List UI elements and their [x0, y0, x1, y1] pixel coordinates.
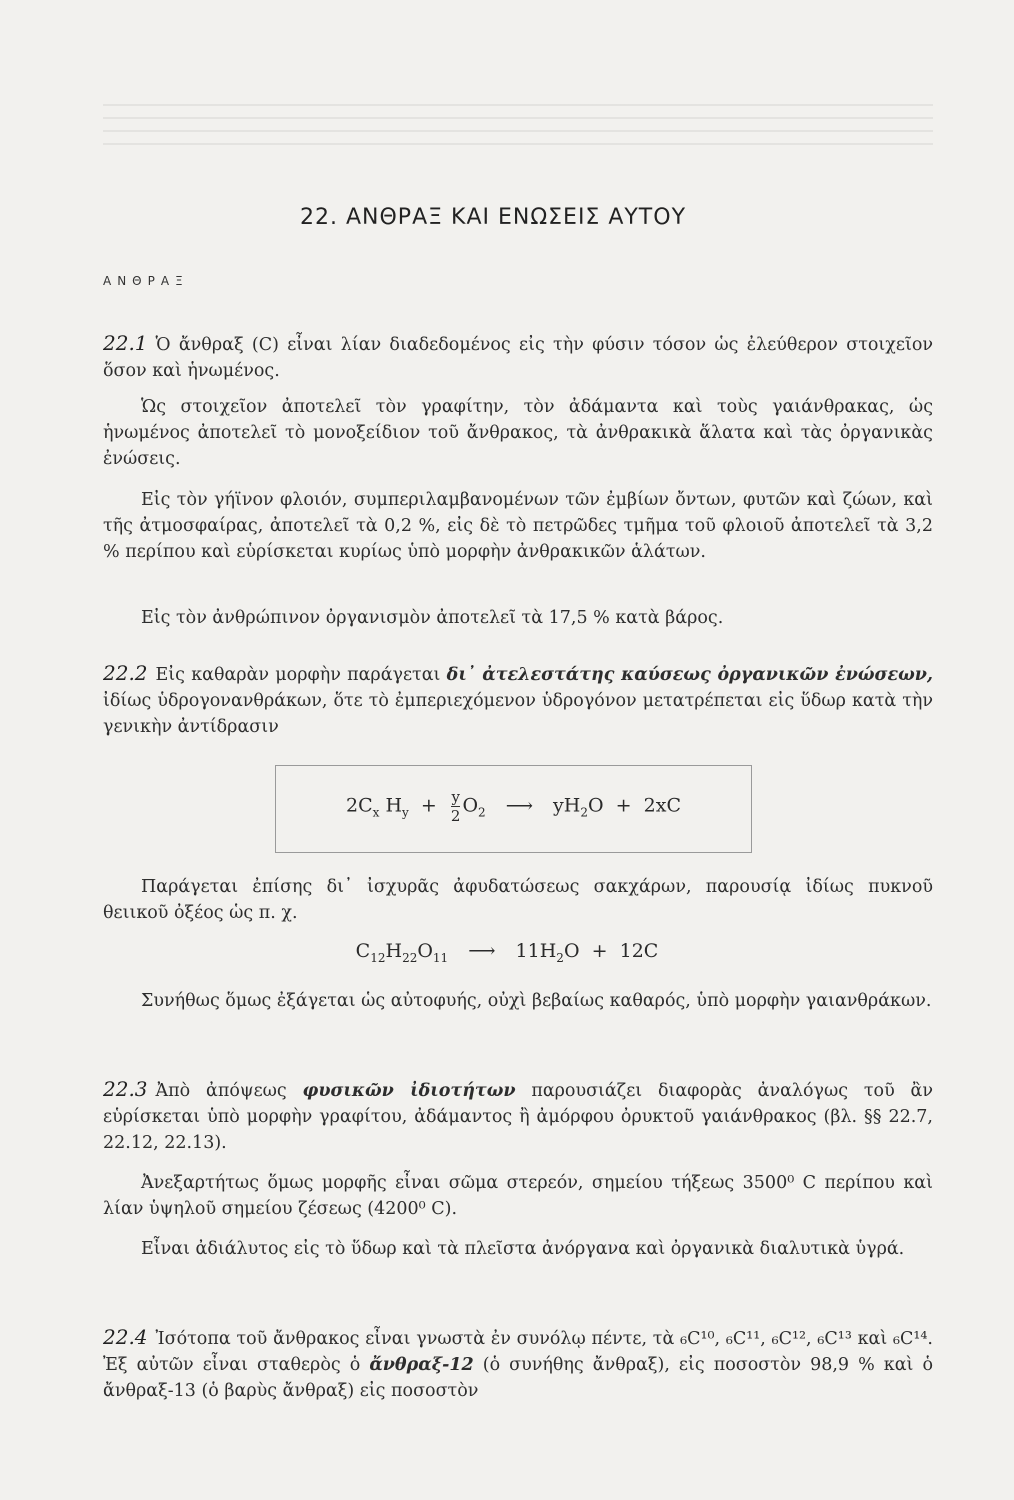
paragraph: Συνήθως ὅμως ἐξάγεται ὡς αὐτοφυής, οὐχὶ βεβαίως καθαρός, ὑπὸ μορφὴν γαιανθράκων. [141, 991, 932, 1011]
paragraph: Εἰς τὸν ἀνθρώπινον ὀργανισμὸν ἀποτελεῖ τὰ 17,5 % κατὰ βάρος. [141, 608, 724, 628]
paragraph: Εἰς τὸν γήϊνον φλοιόν, συμπεριλαμβανομένων τῶν ἐμβίων ὄντων, φυτῶν καὶ ζώων, καὶ τῆς ἀτμοσφαίρας, ἀποτελεῖ τὰ 0,2 %, εἰς δὲ τὸ πετρῶδες τμῆμα τοῦ φλοιοῦ ἀποτελεῖ τὰ 3,2 % περίπου καὶ εὑρίσκεται κυρίως ὑπὸ μορφὴν ἀνθρακικῶν ἁλάτων. [103, 490, 933, 562]
paragraph-text: Εἰς καθαρὰν μορφὴν παράγεται [155, 665, 441, 685]
section-number: 22.2 [103, 661, 148, 685]
paragraph: Παράγεται ἐπίσης δι᾽ ἰσχυρᾶς ἀφυδατώσεως σακχάρων, παρουσίᾳ ἰδίως πυκνοῦ θειικοῦ ὀξέος ὡς π. χ. [103, 877, 933, 923]
section-number: 22.1 [103, 331, 148, 355]
paragraph: Εἶναι ἀδιάλυτος εἰς τὸ ὕδωρ καὶ τὰ πλεῖστα ἀνόργανα καὶ ὀργανικὰ διαλυτικὰ ὑγρά. [141, 1239, 905, 1259]
paragraph-22-3 [103, 1076, 933, 1156]
paragraph-text: (ὁ συνήθης ἄνθραξ), εἰς ποσοστὸν 98,9 % καὶ ὁ ἄνθραξ-13 (ὁ βαρὺς ἄνθραξ) εἰς ποσοστὸν [103, 1355, 933, 1401]
paragraph-text: Ἀπὸ ἀπόψεως [155, 1081, 287, 1101]
section-number: 22.4 [103, 1325, 148, 1349]
equation-box [275, 765, 752, 853]
reaction-arrow: ⟶ [505, 794, 533, 817]
paragraph-22-4 [103, 1324, 933, 1404]
emphasis-text: ἄνθραξ-12 [369, 1355, 474, 1375]
sugar-dehydration-equation: $C_{12}H_{22}O_{11}$ ⟶ $11H_2O + 12C$ [355, 940, 659, 965]
paragraph-text: Ὁ ἄνθραξ (C) εἶναι λίαν διαδεδομένος εἰς τὴν φύσιν τόσον ὡς ἐλεύθερον στοιχεῖον ὅσον καὶ ἡνωμένος. [103, 335, 933, 381]
fraction: $\frac{y}{2}$ [450, 788, 461, 825]
paragraph-22-2 [103, 660, 933, 740]
chapter-title: 22. ΑΝΘΡΑΞ ΚΑΙ ΕΝΩΣΕΙΣ ΑΥΤΟΥ [300, 205, 687, 230]
emphasis-text: φυσικῶν ἰδιοτήτων [302, 1081, 516, 1101]
paragraph: Ἀνεξαρτήτως ὅμως μορφῆς εἶναι σῶμα στερεόν, σημείου τήξεως 3500⁰ C περίπου καὶ λίαν ὑψηλοῦ σημείου ζέσεως (4200⁰ C). [103, 1173, 933, 1219]
reaction-arrow: ⟶ [468, 940, 496, 962]
general-reaction-equation: $2C_x$ $H_y$ + $\frac{y}{2}$ $O_2$ ⟶ $yH_2O + 2xC$ [345, 788, 682, 825]
bleed-through-text [103, 100, 933, 145]
paragraph-text: Ἰσότοπα τοῦ ἄνθρακος εἶναι γνωστὰ ἐν συνόλῳ πέντε, τὰ ₆C¹⁰, ₆C¹¹, ₆C¹², ₆C¹³ καὶ ₆C¹⁴. Ἐξ αὐτῶν εἶναι σταθερὸς ὁ [103, 1329, 933, 1375]
paragraph-22-1 [103, 330, 933, 384]
paragraph-text: ἰδίως ὑδρογονανθράκων, ὅτε τὸ ἐμπεριεχόμενον ὑδρογόνον μετατρέπεται εἰς ὕδωρ κατὰ τὴν γενικὴν ἀντίδρασιν [103, 691, 933, 737]
section-label: ΑΝΘΡΑΞ [103, 274, 189, 288]
section-number: 22.3 [103, 1077, 148, 1101]
emphasis-text: δι᾽ ἀτελεστάτης καύσεως ὀργανικῶν ἐνώσεων, [446, 665, 933, 685]
paragraph: Ὡς στοιχεῖον ἀποτελεῖ τὸν γραφίτην, τὸν ἀδάμαντα καὶ τοὺς γαιάνθρακας, ὡς ἡνωμένος ἀποτελεῖ τὸ μονοξείδιον τοῦ ἄνθρακος, τὰ ἀνθρακικὰ ἅλατα καὶ τὰς ὀργανικὰς ἐνώσεις. [103, 397, 933, 469]
paragraph-text: παρουσιάζει διαφορὰς ἀναλόγως τοῦ ἂν εὑρίσκεται ὑπὸ μορφὴν γραφίτου, ἀδάμαντος ἢ ἀμόρφου ὀρυκτοῦ γαιάνθρακος (βλ. §§ 22.7, 22.12, 22.13). [103, 1081, 933, 1153]
